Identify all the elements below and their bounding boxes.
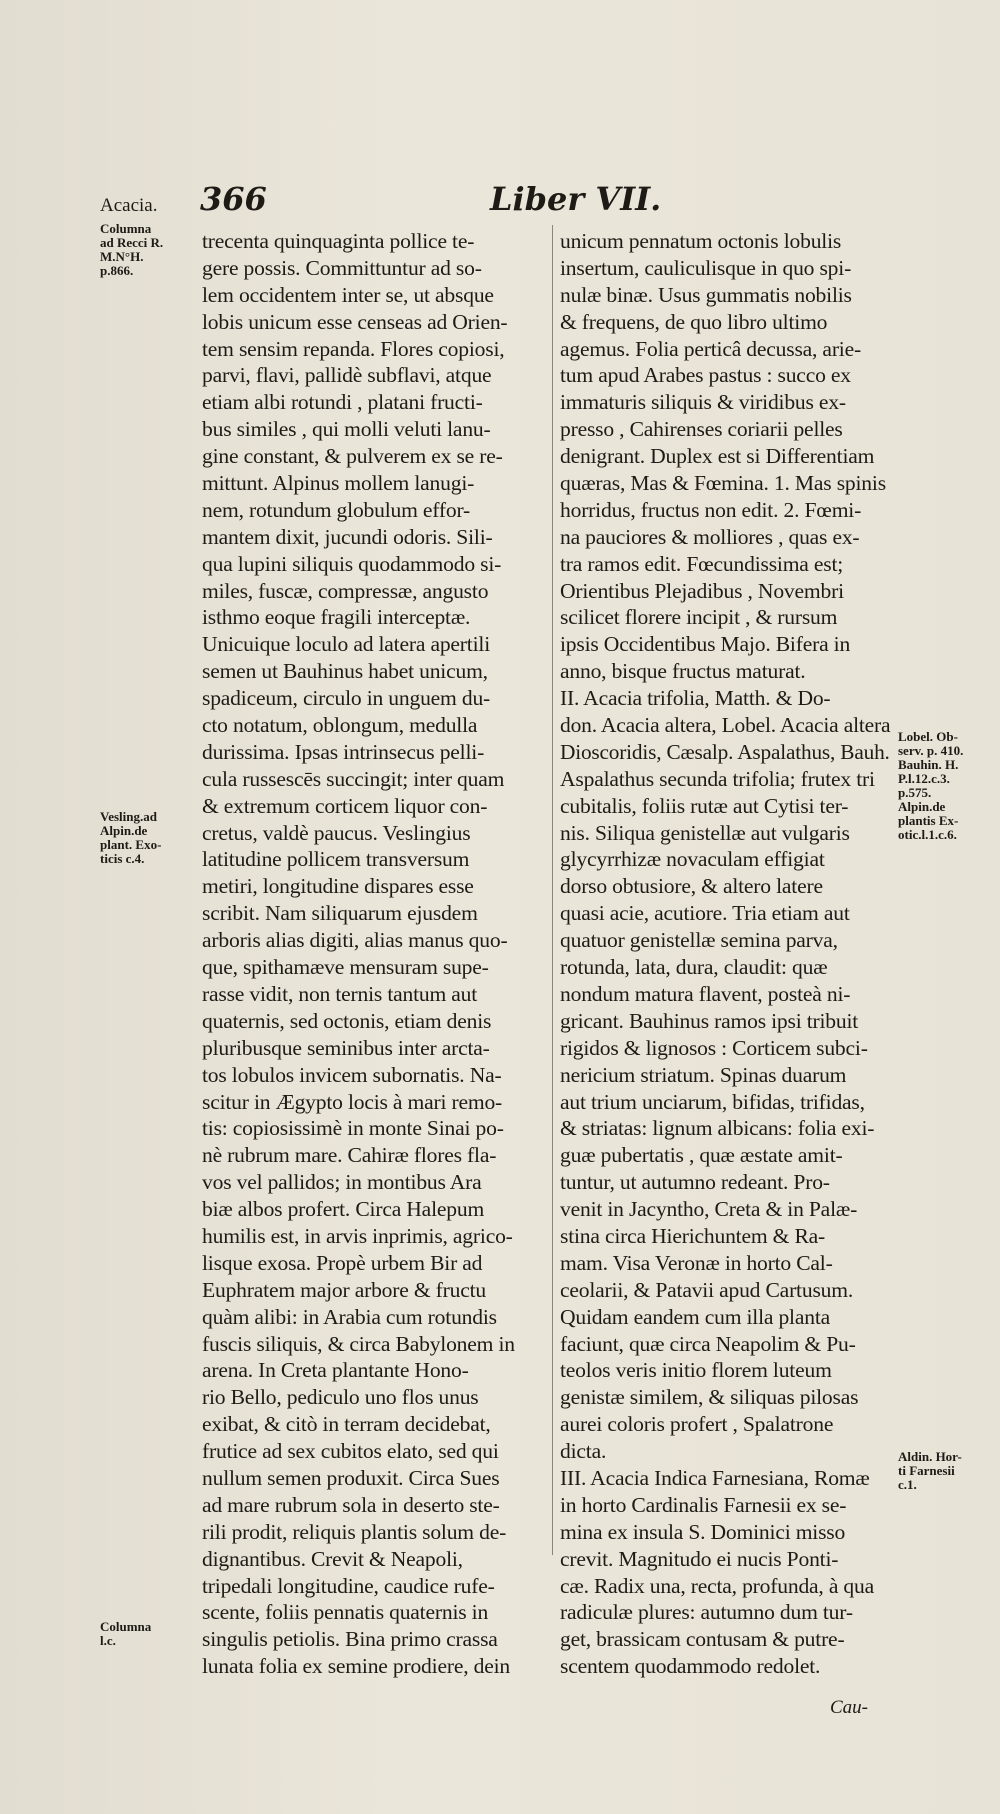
text-line: durissima. Ipsas intrinsecus pelli- [202, 739, 485, 764]
margin-note-line: l.c. [100, 1633, 116, 1648]
text-line: venit in Jacyntho, Creta & in Palæ- [560, 1197, 858, 1222]
margin-note-line: c.1. [898, 1477, 917, 1492]
text-line: scentem quodammodo redolet. [560, 1654, 821, 1679]
running-head: Liber VII. [490, 180, 662, 218]
text-line: dorso obtusiore, & altero latere [560, 874, 823, 899]
text-line: agemus. Folia perticâ decussa, arie- [560, 336, 861, 361]
left-text-column [202, 228, 554, 1680]
text-line: quatuor genistellæ semina parva, [560, 928, 838, 953]
text-line: nericium striatum. Spinas duarum [560, 1062, 847, 1087]
text-line: gere possis. Committuntur ad so- [202, 255, 482, 280]
margin-note-line: Columna [100, 221, 152, 236]
margin-note-line: Alpin.de [100, 823, 148, 838]
margin-note-line: Columna [100, 1619, 152, 1634]
margin-note-aldin [898, 1450, 962, 1492]
text-line: nulæ binæ. Usus gummatis nobilis [560, 282, 852, 307]
text-line: tis: copiosissimè in monte Sinai po- [202, 1116, 504, 1141]
text-line: genistæ similem, & siliquas pilosas [560, 1385, 859, 1410]
text-line: guæ pubertatis , quæ æstate amit- [560, 1143, 843, 1168]
text-line: teolos veris initio florem luteum [560, 1358, 832, 1383]
text-line: tos lobulos invicem subornatis. Na- [202, 1062, 502, 1087]
text-line: Unicuique loculo ad latera apertili [202, 632, 490, 657]
text-line: arboris alias digiti, alias manus quo- [202, 928, 508, 953]
margin-note-line: ticis c.4. [100, 851, 145, 866]
text-line: gricant. Bauhinus ramos ipsi tribuit [560, 1008, 859, 1033]
text-line: tripedali longitudine, caudice rufe- [202, 1573, 495, 1598]
margin-note-lobel [898, 730, 963, 842]
text-line: rili prodit, reliquis plantis solum de- [202, 1519, 507, 1544]
text-line: glycyrrhizæ novaculam effigiat [560, 847, 825, 872]
text-line: tem sensim repanda. Flores copiosi, [202, 336, 505, 361]
text-line: qua lupini siliquis quodammodo si- [202, 551, 502, 576]
text-line: cto notatum, oblongum, medulla [202, 713, 478, 738]
text-line: scitur in Ægypto locis à mari remo- [202, 1089, 503, 1114]
text-line: cula russescēs succingit; inter quam [202, 766, 505, 791]
text-line: rasse vidit, non ternis tantum aut [202, 981, 478, 1006]
text-line: nullum semen produxit. Circa Sues [202, 1465, 500, 1490]
text-line: & extremum corticem liquor con- [202, 793, 488, 818]
text-line: tum apud Arabes pastus : succo ex [560, 363, 851, 388]
text-line: isthmo eoque fragili interceptæ. [202, 605, 471, 630]
text-line: don. Acacia altera, Lobel. Acacia altera [560, 713, 891, 738]
margin-note-line: serv. p. 410. [898, 743, 964, 758]
text-line: crevit. Magnitudo ei nucis Ponti- [560, 1546, 839, 1571]
text-line: insertum, cauliculisque in quo spi- [560, 255, 852, 280]
margin-note-line: plant. Exo- [100, 837, 162, 852]
text-line: III. Acacia Indica Farnesiana, Romæ [560, 1465, 870, 1490]
text-line: aut trium unciarum, bifidas, trifidas, [560, 1089, 865, 1114]
catchword: Cau- [830, 1697, 868, 1718]
text-line: denigrant. Duplex est si Differentiam [560, 444, 875, 469]
text-line: II. Acacia trifolia, Matth. & Do- [560, 686, 831, 711]
text-line: nem, rotundum globulum effor- [202, 497, 471, 522]
margin-note-line: Bauhin. H. [898, 757, 959, 772]
margin-note-line: ad Recci R. [100, 235, 164, 250]
text-line: humilis est, in arvis inprimis, agrico- [202, 1223, 513, 1248]
text-line: Aspalathus secunda trifolia; frutex tri [560, 766, 875, 791]
text-line: miles, fuscæ, compressæ, angusto [202, 578, 489, 603]
text-line: quasi acie, acutiore. Tria etiam aut [560, 901, 850, 926]
text-line: tuntur, ut autumno redeant. Pro- [560, 1170, 830, 1195]
text-line: Euphratem major arbore & fructu [202, 1277, 486, 1302]
margin-note-line: Aldin. Hor- [898, 1449, 962, 1464]
text-line: mantem dixit, jucundi odoris. Sili- [202, 524, 493, 549]
text-line: get, brassicam contusam & putre- [560, 1627, 845, 1652]
text-line: ceolarii, & Patavii apud Cartusum. [560, 1277, 854, 1302]
margin-note-vesling [100, 810, 161, 866]
text-line: parvi, flavi, pallidè subflavi, atque [202, 363, 492, 388]
text-line: quæras, Mas & Fœmina. 1. Mas spinis [560, 471, 886, 496]
margin-acacia-label [100, 195, 157, 217]
margin-note-line: Lobel. Ob- [898, 729, 958, 744]
text-line: rotunda, lata, dura, claudit: quæ [560, 955, 828, 980]
text-line: spadiceum, circulo in unguem du- [202, 686, 491, 711]
text-line: scribit. Nam siliquarum ejusdem [202, 901, 478, 926]
text-line: na pauciores & molliores , quas ex- [560, 524, 860, 549]
text-line: nondum matura flavent, posteà ni- [560, 981, 851, 1006]
margin-note-line: P.l.12.c.3. [898, 771, 950, 786]
text-line: lem occidentem inter se, ut absque [202, 282, 494, 307]
text-line: ad mare rubrum sola in deserto ste- [202, 1492, 500, 1517]
text-line: mam. Visa Veronæ in horto Cal- [560, 1250, 833, 1275]
text-line: lisque exosa. Propè urbem Bir ad [202, 1250, 483, 1275]
text-line: que, spithamæve mensuram supe- [202, 955, 489, 980]
margin-note-columna-lc [100, 1620, 151, 1648]
text-line: faciunt, quæ circa Neapolim & Pu- [560, 1331, 856, 1356]
text-line: Dioscoridis, Cæsalp. Aspalathus, Bauh. [560, 739, 890, 764]
text-line: radiculæ plures: autumno dum tur- [560, 1600, 853, 1625]
text-line: frutice ad sex cubitos elato, sed qui [202, 1439, 499, 1464]
text-line: dignantibus. Crevit & Neapoli, [202, 1546, 463, 1571]
text-line: immaturis siliquis & viridibus ex- [560, 390, 846, 415]
text-line: gine constant, & pulverem ex se re- [202, 444, 503, 469]
text-line: trecenta quinquaginta pollice te- [202, 229, 475, 253]
text-line: mittunt. Alpinus mollem lanugi- [202, 471, 475, 496]
text-line: arena. In Creta plantante Hono- [202, 1358, 469, 1383]
text-line: vos vel pallidos; in montibus Ara [202, 1170, 482, 1195]
margin-note-line: Alpin.de [898, 799, 946, 814]
acacia-label: Acacia. [100, 195, 158, 216]
text-line: quàm alibi: in Arabia cum rotundis [202, 1304, 497, 1329]
text-line: Quidam eandem cum illa planta [560, 1304, 831, 1329]
text-line: mina ex insula S. Dominici misso [560, 1519, 846, 1544]
margin-note-line: plantis Ex- [898, 813, 959, 828]
text-line: ipsis Occidentibus Majo. Bifera in [560, 632, 851, 657]
text-line: rio Bello, pediculo uno flos unus [202, 1385, 479, 1410]
text-line: fuscis siliquis, & circa Babylonem in [202, 1331, 515, 1356]
text-line: in horto Cardinalis Farnesii ex se- [560, 1492, 847, 1517]
margin-note-line: otic.l.1.c.6. [898, 827, 957, 842]
margin-note-columna [100, 222, 163, 278]
text-line: horridus, fructus non edit. 2. Fœmi- [560, 497, 862, 522]
text-line: latitudine pollicem transversum [202, 847, 470, 872]
right-text-column [560, 228, 890, 1680]
text-line: scilicet florere incipit , & rursum [560, 605, 838, 630]
text-line: cæ. Radix una, recta, profunda, à qua [560, 1573, 874, 1598]
text-line: rigidos & lignosos : Corticem subci- [560, 1035, 868, 1060]
text-line: quaternis, sed octonis, etiam denis [202, 1008, 492, 1033]
text-line: dicta. [560, 1439, 607, 1464]
text-line: stina circa Hierichuntem & Ra- [560, 1223, 826, 1248]
text-line: lobis unicum esse censeas ad Orien- [202, 309, 508, 334]
text-line: unicum pennatum octonis lobulis [560, 229, 842, 253]
text-line: Orientibus Plejadibus , Novembri [560, 578, 844, 603]
text-line: anno, bisque fructus maturat. [560, 659, 806, 684]
page-number: 366 [200, 180, 267, 218]
text-line: scente, foliis pennatis quaternis in [202, 1600, 489, 1625]
text-line: tra ramos edit. Fœcundissima est; [560, 551, 844, 576]
text-line: & frequens, de quo libro ultimo [560, 309, 828, 334]
text-line: cubitalis, foliis rutæ aut Cytisi ter- [560, 793, 849, 818]
margin-note-line: Vesling.ad [100, 809, 157, 824]
text-line: nè rubrum mare. Cahiræ flores fla- [202, 1143, 497, 1168]
text-line: nis. Siliqua genistellæ aut vulgaris [560, 820, 850, 845]
margin-note-line: M.N°H. [100, 249, 144, 264]
text-line: etiam albi rotundi , platani fructi- [202, 390, 483, 415]
text-line: pluribusque seminibus inter arcta- [202, 1035, 490, 1060]
margin-note-line: p.866. [100, 263, 134, 278]
text-line: lunata folia ex semine prodiere, dein [202, 1654, 510, 1679]
text-line: metiri, longitudine dispares esse [202, 874, 474, 899]
text-line: aurei coloris profert , Spalatrone [560, 1412, 834, 1437]
text-line: bus similes , qui molli veluti lanu- [202, 417, 491, 442]
text-line: biæ albos profert. Circa Halepum [202, 1197, 485, 1222]
text-line: semen ut Bauhinus habet unicum, [202, 659, 488, 684]
page-header [200, 180, 960, 230]
text-line: presso , Cahirenses coriarii pelles [560, 417, 843, 442]
text-line: singulis petiolis. Bina primo crassa [202, 1627, 498, 1652]
text-line: & striatas: lignum albicans: folia exi- [560, 1116, 875, 1141]
text-line: cretus, valdè paucus. Veslingius [202, 820, 471, 845]
margin-note-line: p.575. [898, 785, 932, 800]
margin-note-line: ti Farnesii [898, 1463, 955, 1478]
text-line: exibat, & citò in terram decidebat, [202, 1412, 491, 1437]
